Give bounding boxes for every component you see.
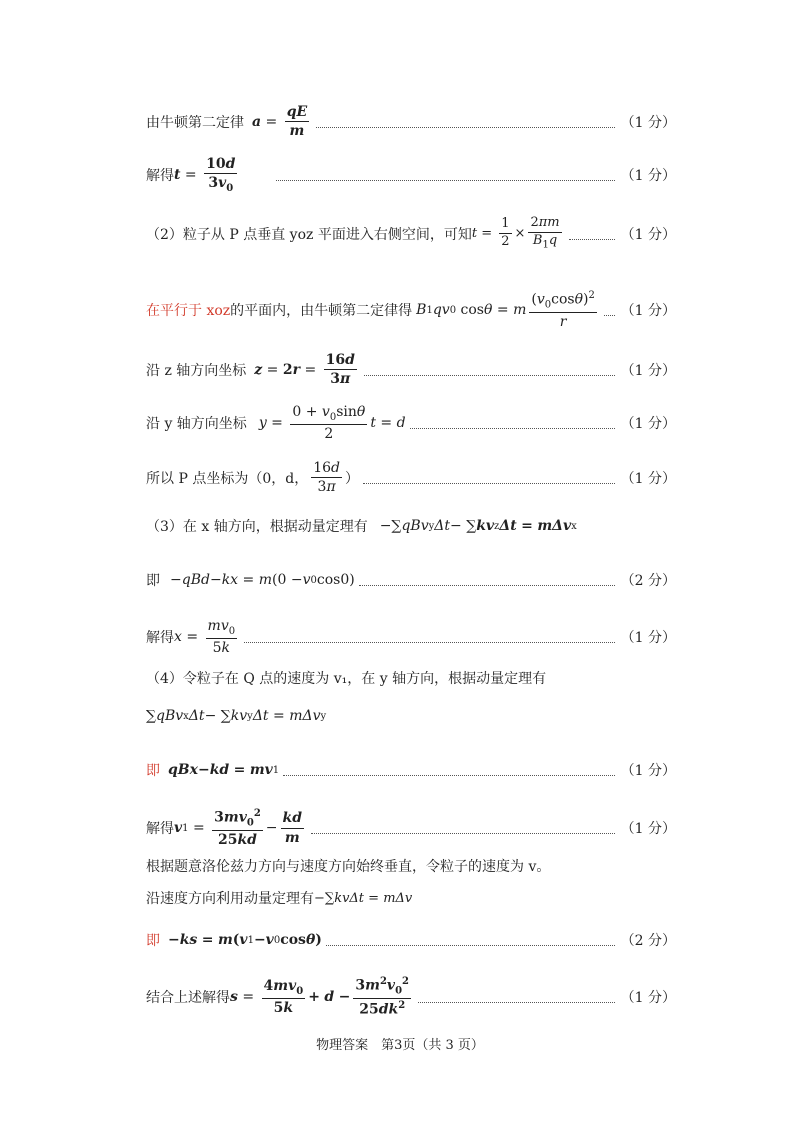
answer-line-10 — [146, 618, 676, 656]
score-label: （1 分） — [620, 168, 676, 185]
answer-line-9 — [146, 570, 676, 590]
line-text: （2）粒子从 P 点垂直 yoz 平面进入右侧空间，可知 — [146, 226, 472, 243]
line-text: 沿 y 轴方向坐标 — [146, 416, 247, 433]
score-label: （1 分） — [620, 763, 676, 779]
line-text: （3）在 x 轴方向，根据动量定理有 — [146, 519, 368, 535]
score-label: （1 分） — [620, 821, 676, 838]
formula: t = $\frac{1}{2}$ × $\frac{2\pi m}{B_1q}$ — [471, 215, 560, 251]
leader-dots — [363, 482, 615, 484]
score-label: （2 分） — [620, 573, 676, 589]
formula: z = 2r = $\frac{16d}{3\pi}$ — [254, 352, 355, 388]
formula: x = $\frac{mv_0}{5k}$ — [174, 618, 236, 657]
leader-dots — [316, 126, 614, 128]
score-label: （1 分） — [620, 630, 676, 647]
line-text: 解得 — [146, 168, 174, 185]
answer-line-14 — [146, 808, 676, 848]
leader-dots — [276, 179, 614, 181]
answer-line-16 — [146, 888, 676, 908]
formula: ∑ qBv x Δt − ∑ kv y Δt = mΔv y — [146, 708, 327, 724]
line-text: 解得 — [146, 630, 174, 647]
score-label: （1 分） — [620, 416, 676, 433]
leader-dots — [311, 832, 615, 834]
formula: t = $\frac{10d}{3v_0}$ — [174, 156, 236, 194]
line-text: 沿 z 轴方向坐标 — [146, 362, 247, 379]
answer-line-13 — [146, 760, 676, 780]
answer-line-3 — [146, 216, 676, 251]
answer-line-12 — [146, 708, 676, 724]
leader-dots — [410, 427, 615, 429]
line-text: 所以 P 点坐标为（0，d， — [146, 470, 309, 487]
leader-dots — [326, 944, 615, 946]
line-text: （4）令粒子在 Q 点的速度为 v₁，在 y 轴方向，根据动量定理有 — [146, 671, 547, 687]
formula: − qBd − kx = m (0 − v 0 cos0) — [170, 572, 355, 588]
answer-line-7 — [146, 460, 676, 495]
formula: B 1 qv 0 cos θ = m $\frac{(v_0\cos\theta)^2}{r}$ — [416, 290, 595, 330]
formula: a = $\frac{qE}{m}$ — [252, 104, 308, 140]
leader-dots — [359, 584, 615, 586]
answer-line-17 — [146, 930, 676, 950]
answer-line-8 — [146, 516, 676, 536]
score-label: （2 分） — [620, 933, 676, 949]
line-text: 即 — [146, 763, 160, 779]
formula: v 1 = $\frac{3mv_0^2}{25kd}$ − $\frac{kd}{m}$ — [174, 808, 303, 848]
answer-line-11 — [146, 668, 676, 688]
line-text: 根据题意洛伦兹力方向与速度方向始终垂直，令粒子的速度为 v。 — [146, 859, 551, 875]
line-text: 沿速度方向利用动量定理有 — [146, 891, 314, 907]
line-text: 解得 — [146, 821, 174, 838]
leader-dots — [283, 774, 614, 776]
formula: qBx − kd = mv 1 — [168, 762, 280, 778]
highlighted-text: 在平行于 xoz — [146, 303, 231, 320]
answer-line-2 — [146, 156, 676, 194]
formula: s = $\frac{4mv_0}{5k}$ + d − $\frac{3m^2v_0^2}{25dk^2}$ — [230, 976, 409, 1018]
score-label: （1 分） — [620, 226, 676, 243]
formula: −∑ kv Δt = mΔv — [314, 890, 413, 906]
leader-dots — [418, 1001, 615, 1003]
leader-dots — [569, 238, 615, 240]
answer-line-1 — [146, 104, 676, 139]
answer-line-6 — [146, 404, 676, 442]
score-label: （1 分） — [620, 114, 676, 131]
formula: $\frac{16d}{3\pi}$ ） — [313, 460, 359, 496]
formula: −∑ qBv y Δt − ∑ kv z Δt = mΔv x — [379, 518, 577, 534]
answer-line-5 — [146, 352, 676, 387]
score-label: （1 分） — [620, 303, 676, 320]
line-text: 即 — [146, 573, 160, 589]
answer-line-15 — [146, 856, 676, 876]
line-text: 的平面内，由牛顿第二定律得 — [230, 303, 413, 320]
score-label: （1 分） — [620, 470, 676, 487]
answer-line-4 — [146, 290, 676, 330]
line-text: 由牛顿第二定律 — [146, 114, 244, 131]
answer-line-18 — [146, 976, 676, 1018]
leader-dots — [244, 641, 615, 643]
score-label: （1 分） — [620, 989, 676, 1006]
leader-dots — [604, 314, 615, 316]
page-footer: 物理答案 第3页（共 3 页） — [316, 1038, 484, 1053]
leader-dots — [364, 374, 615, 376]
formula: − ks = m ( v 1 − v 0 cos θ ) — [168, 932, 322, 948]
line-text: 即 — [146, 933, 160, 949]
line-text: 结合上述解得 — [146, 989, 230, 1006]
score-label: （1 分） — [620, 362, 676, 379]
formula: y = $\frac{0 + v_0\sin\theta}{2}$ t = d — [258, 404, 406, 443]
